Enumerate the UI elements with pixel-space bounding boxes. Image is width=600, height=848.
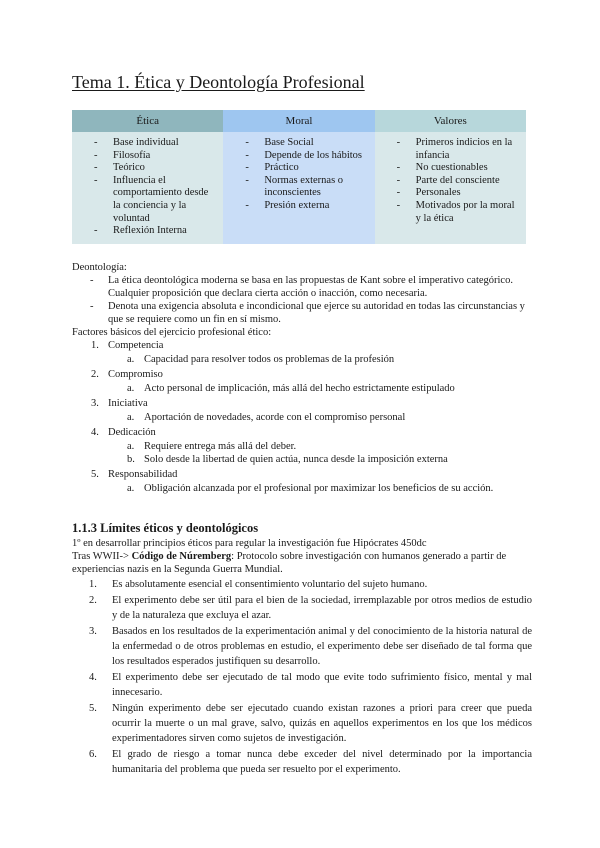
sub-list [108, 441, 532, 467]
section-heading: 1.1.3 Límites éticos y deontológicos [72, 521, 259, 535]
sub-list [108, 483, 532, 496]
item-number: 2. [89, 595, 97, 607]
item-number: 2. [91, 369, 99, 381]
sub-item [72, 441, 532, 454]
item-text: Ningún experimento debe ser ejecutado cuando existan razones a priori para creer que pueda ocurrir la muerte o un mal grave, salvo, quizás en aquellos experimentos en los que los médicos experimentadores sirven como sujetos de investigación. [112, 703, 532, 744]
sub-list [108, 354, 532, 367]
sub-marker: a. [127, 383, 135, 395]
list-item: - Base Social [227, 137, 368, 150]
list-item: - No cuestionables [379, 162, 520, 175]
list-item: - Práctico [227, 162, 368, 175]
list-item: - Primeros indicios en la infancia [379, 137, 520, 162]
item-number: 5. [89, 703, 97, 715]
list-item: - Motivados por la moral y la ética [379, 200, 520, 225]
nuremberg-line [72, 551, 532, 577]
page-title: Tema 1. Ética y Deontología Profesional [72, 72, 365, 92]
item-number: 3. [91, 398, 99, 410]
item-number: 3. [89, 626, 97, 638]
item-number: 4. [89, 672, 97, 684]
sub-text: Obligación alcanzada por el profesional por maximizar los beneficios de su acción. [144, 483, 494, 495]
item-text: El experimento debe ser ejecutado de tal modo que evite todo sufrimiento físico, mental y mal innecesario. [112, 672, 532, 698]
sub-marker: a. [127, 441, 135, 453]
list-item [72, 469, 532, 496]
list-item [72, 748, 532, 777]
item-text: Basados en los resultados de la experimentación animal y del conocimiento de la historia natural de la enfermedad o de otros problemas en estudio, el experimento debe ser diseñado de tal forma que los resultados esperados justifiquen su desarrollo. [112, 626, 532, 667]
sub-item [72, 383, 532, 396]
table-cell-moral [223, 132, 374, 244]
list-item: - Personales [379, 187, 520, 200]
deontologia-list [72, 275, 532, 327]
sub-list [108, 383, 532, 396]
list-item: - Parte del consciente [379, 175, 520, 188]
table-cell-valores [375, 132, 526, 244]
item-name: Iniciativa [108, 398, 148, 410]
deontologia-section [72, 262, 532, 498]
nuremberg-description: : Protocolo sobre investigación con humanos generado a partir de experiencias nazis en la Segunda Guerra Mundial. [72, 550, 507, 575]
list-item: - Depende de los hábitos [227, 150, 368, 163]
factores-list [72, 340, 532, 496]
sub-text: Requiere entrega más allá del deber. [144, 441, 297, 453]
sub-marker: a. [127, 354, 135, 366]
list-item: - Teórico [76, 162, 217, 175]
list-item: - Normas externas o inconscientes [227, 175, 368, 200]
hipocrates-line: 1º en desarrollar principios éticos para regular la investigación fue Hipócrates 450dc [72, 537, 427, 549]
comparison-table [72, 110, 526, 244]
limites-section [72, 522, 532, 779]
item-text: Es absolutamente esencial el consentimiento voluntario del sujeto humano. [112, 578, 428, 590]
table-cell-etica [72, 132, 223, 244]
nuremberg-title: Código de Núremberg [131, 550, 232, 562]
sub-item [72, 454, 532, 467]
sub-text: Capacidad para resolver todos os problemas de la profesión [144, 354, 395, 366]
item-name: Responsabilidad [108, 469, 178, 481]
item-number: 1. [91, 340, 99, 352]
table-header-valores: Valores [375, 110, 526, 132]
item-number: 5. [91, 469, 99, 481]
sub-item [72, 412, 532, 425]
table-header-moral: Moral [223, 110, 374, 132]
list-item [72, 369, 532, 396]
sub-item [72, 354, 532, 367]
item-number: 1. [89, 578, 97, 590]
item-text: El experimento debe ser útil para el bien de la sociedad, irremplazable por otros medios de estudio y de la naturaleza que excluya el azar. [112, 595, 532, 621]
item-name: Competencia [108, 340, 164, 352]
nuremberg-prefix: Tras WWII-> [72, 550, 132, 562]
sub-marker: a. [127, 483, 135, 495]
list-item: - La ética deontológica moderna se basa en las propuestas de Kant sobre el imperativo categórico. Cualquier proposición que declara cierta acción o inacción, como necesaria. [72, 275, 532, 301]
nuremberg-rules-list [72, 578, 532, 778]
item-name: Dedicación [108, 427, 156, 439]
list-item [72, 427, 532, 467]
list-item: - Filosofía [76, 150, 217, 163]
etica-list [76, 137, 217, 238]
list-item [72, 702, 532, 746]
item-name: Compromiso [108, 369, 163, 381]
list-item [72, 578, 532, 593]
sub-marker: b. [127, 454, 135, 466]
list-item: - Base individual [76, 137, 217, 150]
list-item: - Denota una exigencia absoluta e incondicional que ejerce su autoridad en todas las circunstancias y que se requiere como un fin en sí mismo. [72, 301, 532, 327]
sub-list [108, 412, 532, 425]
list-item [72, 671, 532, 700]
list-item [72, 340, 532, 367]
factores-label: Factores básicos del ejercicio profesional ético: [72, 326, 272, 338]
item-number: 6. [89, 749, 97, 761]
table-header-etica: Ética [72, 110, 223, 132]
list-item [72, 625, 532, 669]
sub-text: Solo desde la libertad de quien actúa, nunca desde la imposición externa [144, 454, 448, 466]
sub-text: Aportación de novedades, acorde con el compromiso personal [144, 412, 406, 424]
item-number: 4. [91, 427, 99, 439]
sub-text: Acto personal de implicación, más allá del hecho estrictamente estipulado [144, 383, 455, 395]
moral-list [227, 137, 368, 213]
list-item: - Presión externa [227, 200, 368, 213]
item-text: El grado de riesgo a tomar nunca debe exceder del nivel determinado por la importancia humanitaria del problema que pueda ser resuelto por el experimento. [112, 749, 532, 775]
list-item: - Reflexión Interna [76, 225, 217, 238]
list-item: - Influencia el comportamiento desde la conciencia y la voluntad [76, 175, 217, 225]
list-item [72, 398, 532, 425]
sub-item [72, 483, 532, 496]
valores-list [379, 137, 520, 225]
deontologia-label: Deontología: [72, 262, 127, 273]
sub-marker: a. [127, 412, 135, 424]
list-item [72, 594, 532, 623]
